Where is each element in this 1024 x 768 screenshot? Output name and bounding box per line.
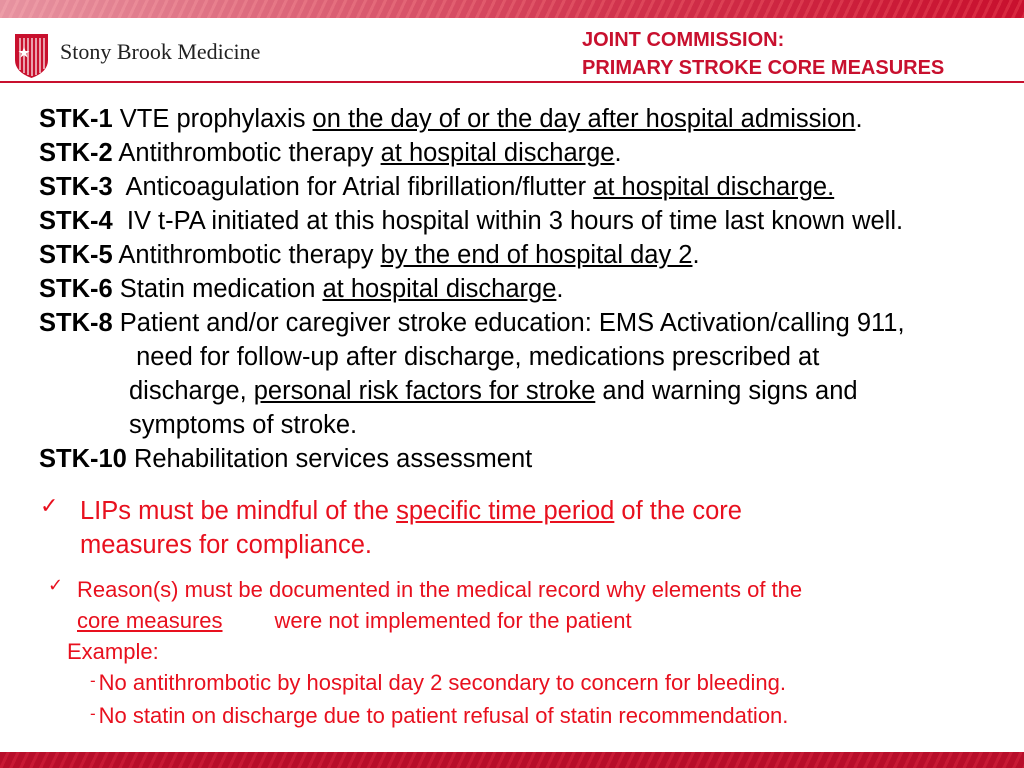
measure-code: STK-8 bbox=[39, 309, 113, 337]
logo-wordmark: Stony Brook Medicine bbox=[60, 39, 261, 64]
measure-stk-8-line-2 bbox=[39, 340, 1019, 374]
note-line-1: Reason(s) must be documented in the medical record why elements of the bbox=[77, 577, 803, 602]
title-line-1: JOINT COMMISSION: bbox=[582, 29, 785, 51]
documentation-note bbox=[48, 574, 1008, 733]
measure-text: Antithrombotic therapy bbox=[118, 139, 381, 167]
measure-text: IV t-PA initiated at this hospital within 3 hours of time last known well. bbox=[126, 207, 904, 235]
measure-stk-6 bbox=[39, 272, 1019, 306]
measure-punct: . bbox=[556, 275, 564, 303]
measure-text: Antithrombotic therapy bbox=[118, 241, 381, 269]
note-line-2 bbox=[77, 605, 1008, 636]
measure-stk-3 bbox=[39, 170, 1019, 204]
measure-code: STK-6 bbox=[39, 275, 113, 303]
measure-stk-5 bbox=[39, 238, 1019, 272]
example-label: Example: bbox=[67, 639, 159, 664]
example-item bbox=[90, 700, 1008, 733]
measure-emphasis: on the day of or the day after hospital admission bbox=[312, 105, 856, 133]
bottom-decorative-bar bbox=[0, 752, 1024, 768]
slide-title bbox=[582, 26, 1012, 82]
dash-bullet-icon: - bbox=[90, 671, 96, 690]
top-bar-highlight bbox=[0, 0, 1024, 18]
example-item bbox=[90, 667, 1008, 700]
measure-text: symptoms of stroke. bbox=[129, 411, 358, 439]
measure-stk-10 bbox=[39, 442, 1019, 476]
measure-emphasis: by the end of hospital day 2 bbox=[380, 241, 693, 269]
checkmark-icon: ✓ bbox=[48, 575, 64, 596]
measure-emphasis: at hospital discharge. bbox=[593, 173, 835, 201]
measure-code: STK-3 bbox=[39, 173, 113, 201]
note-text: LIPs must be mindful of the bbox=[80, 497, 397, 525]
note-text: of the core bbox=[614, 497, 742, 525]
measure-emphasis: at hospital discharge bbox=[380, 139, 615, 167]
measure-stk-4 bbox=[39, 204, 1019, 238]
measure-stk-8-line-3 bbox=[39, 374, 1019, 408]
note-text: were not implemented for the patient bbox=[274, 608, 632, 633]
example-text: No antithrombotic by hospital day 2 secondary to concern for bleeding. bbox=[98, 670, 786, 695]
measure-text: Anticoagulation for Atrial fibrillation/flutter bbox=[125, 173, 594, 201]
measure-punct: . bbox=[614, 139, 622, 167]
title-line-2: PRIMARY STROKE CORE MEASURES bbox=[582, 57, 945, 79]
note-emphasis: core measures bbox=[77, 608, 223, 633]
measure-punct: . bbox=[855, 105, 863, 133]
measure-text: Rehabilitation services assessment bbox=[133, 445, 533, 473]
checkmark-icon: ✓ bbox=[40, 494, 59, 519]
measure-punct: . bbox=[692, 241, 700, 269]
measure-text: need for follow-up after discharge, medications prescribed at bbox=[136, 343, 820, 371]
measure-text: discharge, bbox=[129, 377, 254, 405]
compliance-note bbox=[40, 494, 1000, 562]
core-measures-list bbox=[39, 102, 1019, 476]
note-line-1 bbox=[80, 494, 1000, 528]
stony-brook-logo bbox=[12, 30, 282, 80]
example-text: No statin on discharge due to patient refusal of statin recommendation. bbox=[98, 703, 789, 728]
measure-stk-8 bbox=[39, 306, 1019, 340]
measure-stk-1 bbox=[39, 102, 1019, 136]
note-line-2: measures for compliance. bbox=[80, 531, 372, 559]
measure-stk-8-line-4 bbox=[39, 408, 1019, 442]
measure-text: VTE prophylaxis bbox=[119, 105, 313, 133]
measure-emphasis: at hospital discharge bbox=[322, 275, 557, 303]
shield-icon bbox=[12, 30, 52, 80]
measure-stk-2 bbox=[39, 136, 1019, 170]
measure-code: STK-4 bbox=[39, 207, 113, 235]
dash-bullet-icon: - bbox=[90, 704, 96, 723]
measure-text: and warning signs and bbox=[595, 377, 858, 405]
measure-code: STK-1 bbox=[39, 105, 113, 133]
measure-code: STK-10 bbox=[39, 445, 127, 473]
measure-text: Patient and/or caregiver stroke education: EMS Activation/calling 911, bbox=[119, 309, 905, 337]
measure-code: STK-5 bbox=[39, 241, 113, 269]
measure-code: STK-2 bbox=[39, 139, 113, 167]
header-divider bbox=[0, 81, 1024, 83]
measure-emphasis: personal risk factors for stroke bbox=[253, 377, 596, 405]
note-emphasis: specific time period bbox=[396, 497, 615, 525]
measure-text: Statin medication bbox=[119, 275, 323, 303]
